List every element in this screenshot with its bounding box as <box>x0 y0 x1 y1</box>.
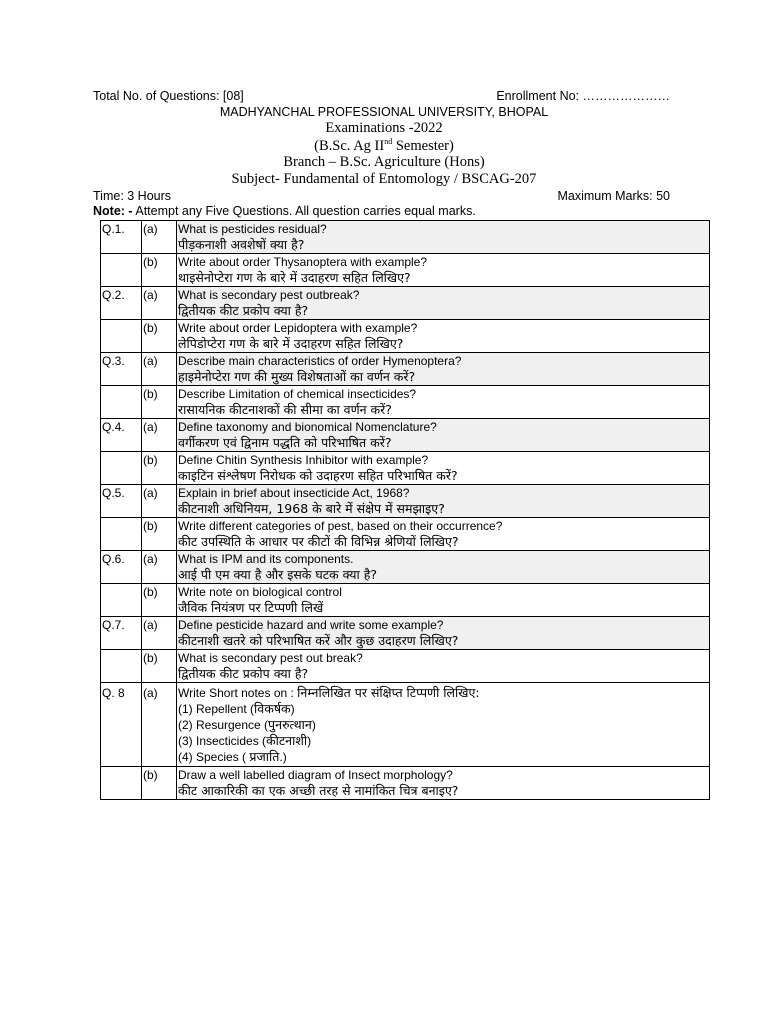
note-label: Note: - <box>93 204 133 218</box>
question-text <box>177 584 710 617</box>
question-english: Define taxonomy and bionomical Nomenclature? <box>178 420 437 434</box>
table-row <box>101 419 710 452</box>
question-hindi: थाइसेनोप्टेरा गण के बारे में उदाहरण सहित लिखिए? <box>178 270 411 285</box>
question-text <box>177 518 710 551</box>
table-row <box>101 617 710 650</box>
short-note-english: (4) Species ( <box>178 750 250 764</box>
table-row <box>101 650 710 683</box>
time-allowed: Time: 3 Hours <box>93 189 172 203</box>
question-english: What is secondary pest outbreak? <box>178 288 360 302</box>
branch-line: Branch – B.Sc. Agriculture (Hons) <box>283 154 485 170</box>
question-number: Q.2. <box>101 287 142 320</box>
question-english: Define Chitin Synthesis Inhibitor with example? <box>178 453 429 467</box>
short-note-hindi: कीटनाशी <box>266 733 308 748</box>
question-text <box>177 767 710 800</box>
question-number <box>101 452 142 485</box>
table-row <box>101 518 710 551</box>
question-number <box>101 518 142 551</box>
exam-title: Examinations -2022 <box>325 120 443 136</box>
question-english: Define pesticide hazard and write some example? <box>178 618 444 632</box>
short-notes-lead-english: Write Short notes on : <box>178 686 298 700</box>
table-row <box>101 221 710 254</box>
short-note-close: ) <box>290 702 295 716</box>
part-label: (b) <box>142 584 177 617</box>
question-number: Q.4. <box>101 419 142 452</box>
part-label: (a) <box>142 221 177 254</box>
questions-table <box>100 220 710 800</box>
question-text <box>177 683 710 767</box>
question-english: Write about order Thysanoptera with example? <box>178 255 428 269</box>
questions-table-body <box>101 221 710 800</box>
part-label: (a) <box>142 353 177 386</box>
question-english: Draw a well labelled diagram of Insect morphology? <box>178 768 453 782</box>
part-label: (b) <box>142 767 177 800</box>
short-note-item <box>178 701 709 717</box>
question-english: What is secondary pest out break? <box>178 651 363 665</box>
table-row <box>101 485 710 518</box>
question-text <box>177 353 710 386</box>
enrollment-number: Enrollment No: ………………… <box>496 89 670 103</box>
short-note-close: ) <box>311 718 316 732</box>
part-label: (a) <box>142 287 177 320</box>
question-number: Q.1. <box>101 221 142 254</box>
question-text <box>177 221 710 254</box>
question-hindi: कीट उपस्थिति के आधार पर कीटों की विभिन्न श्रेणियों लिखिए? <box>178 534 459 549</box>
part-label: (b) <box>142 518 177 551</box>
header-time-row <box>93 188 670 204</box>
part-label: (a) <box>142 485 177 518</box>
part-label: (a) <box>142 683 177 767</box>
question-number: Q.7. <box>101 617 142 650</box>
question-number: Q.5. <box>101 485 142 518</box>
course-line <box>0 137 768 155</box>
question-number: Q. 8 <box>101 683 142 767</box>
question-english: Write different categories of pest, based on their occurrence? <box>178 519 503 533</box>
maximum-marks: Maximum Marks: 50 <box>557 189 670 203</box>
course-prefix: (B.Sc. Ag II <box>314 137 385 154</box>
question-hindi: रासायनिक कीटनाशकों की सीमा का वर्णन करें? <box>178 402 392 417</box>
short-note-close: ) <box>307 734 312 748</box>
table-row-q8a <box>101 683 710 767</box>
question-number <box>101 584 142 617</box>
short-note-item <box>178 717 709 733</box>
part-label: (a) <box>142 419 177 452</box>
question-number: Q.3. <box>101 353 142 386</box>
short-note-english: (2) Resurgence ( <box>178 718 269 732</box>
question-english: Describe Limitation of chemical insecticides? <box>178 387 417 401</box>
table-row <box>101 320 710 353</box>
question-english: What is IPM and its components. <box>178 552 354 566</box>
note-text: Attempt any Five Questions. All question carries equal marks. <box>132 204 476 218</box>
question-hindi: आई पी एम क्या है और इसके घटक क्या है? <box>178 567 378 582</box>
question-english: What is pesticides residual? <box>178 222 327 236</box>
short-note-item <box>178 733 709 749</box>
short-note-english: (1) Repellent ( <box>178 702 255 716</box>
table-row <box>101 353 710 386</box>
short-note-english: (3) Insecticides ( <box>178 734 267 748</box>
question-hindi: द्वितीयक कीट प्रकोप क्या है? <box>178 666 309 681</box>
short-note-hindi: प्रजाति <box>249 749 280 764</box>
part-label: (b) <box>142 650 177 683</box>
question-hindi: द्वितीयक कीट प्रकोप क्या है? <box>178 303 309 318</box>
question-number <box>101 767 142 800</box>
question-hindi: काइटिन संश्लेषण निरोधक को उदाहरण सहित परिभाषित करें? <box>178 468 458 483</box>
question-text <box>177 386 710 419</box>
header-top-row <box>93 88 670 104</box>
question-hindi: पीड़कनाशी अवशेषों क्या है? <box>178 237 305 252</box>
question-english: Explain in brief about insecticide Act, 1968? <box>178 486 410 500</box>
question-hindi: कीटनाशी अधिनियम, 1968 के बारे में संक्षेप में समझाइए? <box>178 501 445 516</box>
question-hindi: कीट आकारिकी का एक अच्छी तरह से नामांकित चित्र बनाइए? <box>178 783 459 798</box>
subject-line: Subject- Fundamental of Entomology / BSCAG-207 <box>231 171 537 187</box>
short-note-close: .) <box>279 750 287 764</box>
instructions-note <box>93 204 476 218</box>
part-label: (b) <box>142 386 177 419</box>
short-notes-lead <box>178 685 709 701</box>
question-text <box>177 452 710 485</box>
course-superscript: nd <box>384 137 393 146</box>
question-text <box>177 650 710 683</box>
question-text <box>177 287 710 320</box>
question-number <box>101 254 142 287</box>
question-english: Write note on biological control <box>178 585 342 599</box>
question-hindi: जैविक नियंत्रण पर टिप्पणी लिखें <box>178 600 324 615</box>
question-hindi: कीटनाशी खतरे को परिभाषित करें और कुछ उदाहरण लिखिए? <box>178 633 459 648</box>
question-text <box>177 254 710 287</box>
short-notes-lead-hindi: निम्नलिखित पर संक्षिप्त टिप्पणी लिखिए: <box>297 685 480 700</box>
university-name: MADHYANCHAL PROFESSIONAL UNIVERSITY, BHOPAL <box>219 105 549 119</box>
question-number: Q.6. <box>101 551 142 584</box>
question-text <box>177 419 710 452</box>
question-text <box>177 617 710 650</box>
table-row <box>101 584 710 617</box>
short-note-item <box>178 749 709 765</box>
table-row-q8b <box>101 767 710 800</box>
question-hindi: वर्गीकरण एवं द्विनाम पद्धति को परिभाषित करें? <box>178 435 392 450</box>
question-number <box>101 320 142 353</box>
question-number <box>101 386 142 419</box>
question-hindi: लेपिडोप्टेरा गण के बारे में उदाहरण सहित लिखिए? <box>178 336 404 351</box>
short-note-hindi: पुनरुत्थान <box>268 717 312 732</box>
table-row <box>101 254 710 287</box>
question-english: Describe main characteristics of order Hymenoptera? <box>178 354 462 368</box>
table-row <box>101 287 710 320</box>
short-note-hindi: विकर्षक <box>254 701 291 716</box>
table-row <box>101 386 710 419</box>
part-label: (a) <box>142 617 177 650</box>
question-text <box>177 320 710 353</box>
question-hindi: हाइमेनोप्टेरा गण की मुख्य विशेषताओं का वर्णन करें? <box>178 369 416 384</box>
question-text <box>177 551 710 584</box>
question-text <box>177 485 710 518</box>
part-label: (a) <box>142 551 177 584</box>
total-questions: Total No. of Questions: [08] <box>93 89 244 103</box>
part-label: (b) <box>142 254 177 287</box>
table-row <box>101 551 710 584</box>
course-suffix: Semester) <box>392 137 454 154</box>
question-number <box>101 650 142 683</box>
question-english: Write about order Lepidoptera with example? <box>178 321 418 335</box>
table-row <box>101 452 710 485</box>
part-label: (b) <box>142 320 177 353</box>
part-label: (b) <box>142 452 177 485</box>
